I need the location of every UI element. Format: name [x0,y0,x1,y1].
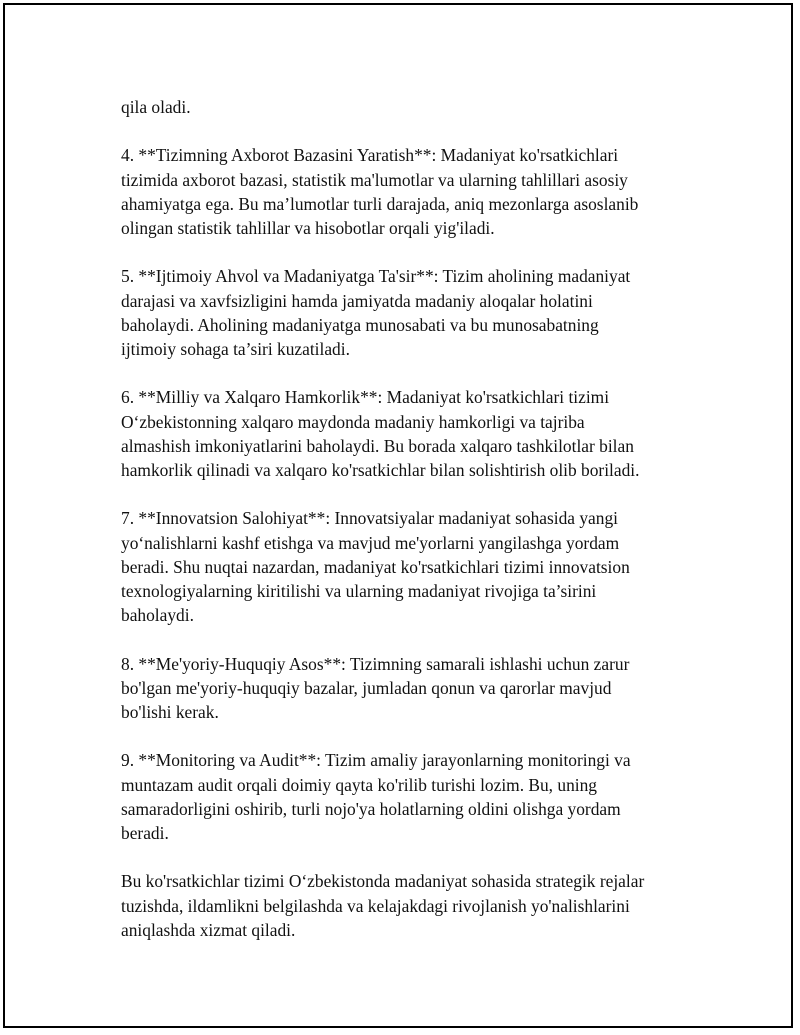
text-line: yo‘nalishlarni kashf etishga va mavjud me'yorlarni yangilashga yordam [121,532,620,553]
text-line: tizimida axborot bazasi, statistik ma'lumotlar va ularning tahlillari asosiy [121,169,628,190]
text-line: tuzishda, ildamlikni belgilashda va kelajakdagi rivojlanish yo'nalishlarini [121,895,630,916]
text-line: bo'lgan me'yoriy-huquqiy bazalar, jumladan qonun va qarorlar mavjud [121,677,612,698]
text-line: O‘zbekistonning xalqaro maydonda madaniy hamkorligi va tajriba [121,411,585,432]
text-line: muntazam audit orqali doimiy qayta ko'rilib turishi lozim. Bu, uning [121,774,597,795]
paragraph-conclusion [121,869,681,942]
text-line: 5. **Ijtimoiy Ahvol va Madaniyatga Ta'sir**: Tizim aholining madaniyat [121,266,631,287]
text-line: 7. **Innovatsion Salohiyat**: Innovatsiyalar madaniyat sohasida yangi [121,508,618,529]
page-frame [3,3,793,1028]
text-line: hamkorlik qilinadi va xalqaro ko'rsatkichlar bilan solishtirish olib boriladi. [121,460,640,480]
paragraph-item-6 [121,385,681,482]
text-line: aniqlashda xizmat qiladi. [121,919,296,940]
text-line: baholaydi. Aholining madaniyatga munosabati va bu munosabatning [121,314,599,335]
text-line: olingan statistik tahlillar va hisobotlar orqali yig'iladi. [121,218,495,238]
text-line: texnologiyalarning kiritilishi va ularning madaniyat rivojiga ta’sirini [121,581,597,601]
document-body [121,95,681,966]
text-line: almashish imkoniyatlarini baholaydi. Bu borada xalqaro tashkilotlar bilan [121,435,634,456]
text-line: qila oladi. [121,97,191,117]
paragraph-item-5 [121,264,681,361]
paragraph-item-9 [121,748,681,845]
paragraph-item-4 [121,143,681,240]
text-line: 9. **Monitoring va Audit**: Tizim amaliy jarayonlarning monitoringi va [121,750,631,771]
paragraph-item-8 [121,652,681,725]
text-line: beradi. Shu nuqtai nazardan, madaniyat ko'rsatkichlari tizimi innovatsion [121,556,630,577]
text-line: 4. **Tizimning Axborot Bazasini Yaratish**: Madaniyat ko'rsatkichlari [121,145,619,166]
text-line: ijtimoiy sohaga ta’siri kuzatiladi. [121,339,350,359]
text-line: Bu ko'rsatkichlar tizimi O‘zbekistonda madaniyat sohasida strategik rejalar [121,871,645,892]
paragraph-continuation [121,95,681,119]
text-line: samaradorligini oshirib, turli nojo'ya holatlarning oldini olishga yordam [121,798,621,819]
text-line: beradi. [121,823,169,843]
text-line: 6. **Milliy va Xalqaro Hamkorlik**: Madaniyat ko'rsatkichlari tizimi [121,387,610,408]
text-line: 8. **Me'yoriy-Huquqiy Asos**: Tizimning samarali ishlashi uchun zarur [121,653,630,674]
text-line: ahamiyatga ega. Bu ma’lumotlar turli darajada, aniq mezonlarga asoslanib [121,193,639,214]
text-line: bo'lishi kerak. [121,702,219,722]
paragraph-item-7 [121,506,681,627]
text-line: baholaydi. [121,605,194,626]
text-line: darajasi va xavfsizligini hamda jamiyatda madaniy aloqalar holatini [121,290,593,311]
